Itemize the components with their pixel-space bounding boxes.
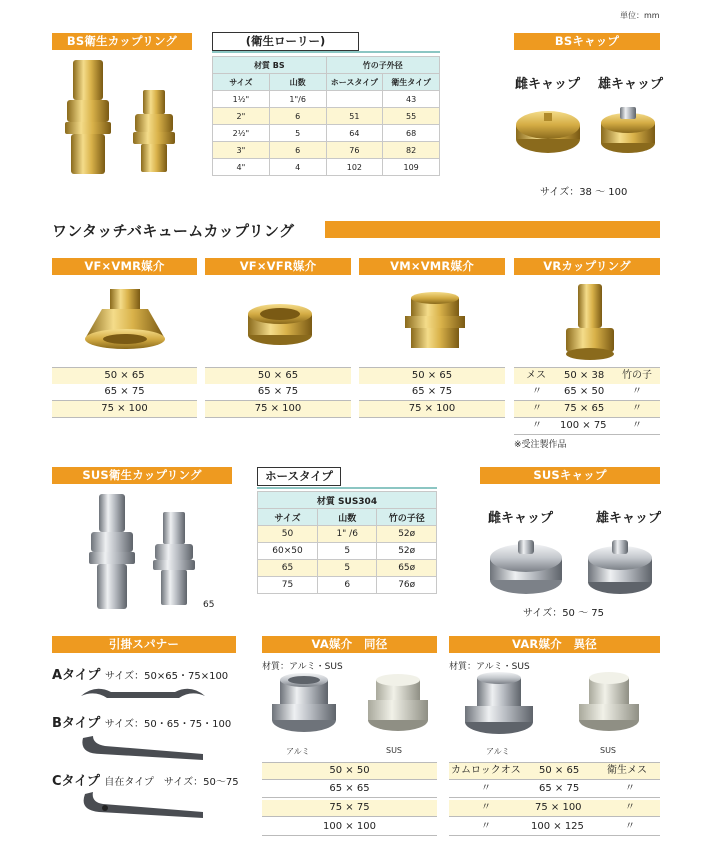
var-end-b: 〃	[625, 821, 635, 832]
vr-size: 75 × 65	[564, 403, 605, 414]
cell-bamboo: 65ø	[377, 560, 437, 577]
col-size: サイズ	[213, 74, 270, 91]
table-row	[213, 125, 440, 142]
sus-cap-image	[478, 528, 668, 600]
var-alumi-label: アルミ	[486, 747, 510, 756]
type-size: 自在タイプ サイズ：50～75	[104, 777, 239, 788]
sus-cap-title: SUSキャップ	[480, 467, 660, 484]
size-row: 50 × 65	[359, 367, 505, 385]
cell-hose	[326, 91, 383, 108]
var-image	[449, 670, 660, 742]
cell-threads: 6	[269, 142, 326, 159]
var-end-a: 〃	[481, 802, 491, 813]
table-row	[258, 526, 437, 543]
vacuum-heading: ワンタッチバキュームカップリング	[52, 222, 295, 240]
divider	[257, 487, 437, 489]
spanner-a-image	[75, 682, 210, 712]
var-end-a: 〃	[481, 821, 491, 832]
vr-row	[514, 401, 660, 418]
vr-coupling-image	[560, 280, 620, 365]
size-row: 75 × 75	[262, 800, 437, 817]
vr-coupling-title: VRカップリング	[514, 258, 660, 275]
var-end-b: 〃	[625, 783, 635, 794]
size-row: 65 × 75	[359, 384, 505, 401]
va-alumi-label: アルミ	[286, 747, 310, 756]
col-threads: 山数	[269, 74, 326, 91]
sus-cap-size: サイズ：50 ～ 75	[523, 608, 605, 619]
va-material: 材質：アルミ・SUS	[262, 662, 343, 672]
cell-size: 3"	[213, 142, 270, 159]
unit-label: 単位：mm	[620, 11, 660, 20]
var-size: 100 × 125	[531, 821, 584, 832]
vr-row	[514, 367, 660, 385]
var-sus-label: SUS	[600, 746, 617, 755]
spanner-b-image	[75, 730, 210, 765]
var-size: 65 × 75	[539, 783, 580, 794]
bamboo-header: 竹の子外径	[326, 57, 439, 74]
va-title: VA媒介 同径	[262, 636, 437, 653]
cell-sanitary: 55	[383, 108, 440, 125]
bs-cap-title: BSキャップ	[514, 33, 660, 50]
heading-bar	[325, 221, 660, 238]
var-end-a: カムロックオス	[451, 765, 521, 776]
table-row	[258, 560, 437, 577]
var-row	[449, 819, 660, 836]
vr-row	[514, 418, 660, 435]
cell-size: 4"	[213, 159, 270, 176]
vr-note: ※受注製作品	[514, 440, 567, 450]
bs-cap-size: サイズ：38 ～ 100	[540, 187, 628, 198]
col-size: サイズ	[258, 509, 318, 526]
type-name: Aタイプ	[52, 668, 101, 683]
size-row: 50 × 65	[52, 367, 197, 385]
cell-size: 2"	[213, 108, 270, 125]
sus-male-cap-label: 雄キャップ	[596, 511, 662, 526]
vr-size: 50 × 38	[564, 370, 605, 381]
sus-spec-table	[257, 491, 437, 594]
cell-hose: 76	[326, 142, 383, 159]
size-row: 65 × 75	[52, 384, 197, 401]
cell-bamboo: 52ø	[377, 543, 437, 560]
vr-end: 〃	[632, 420, 642, 431]
vr-gender: 〃	[532, 386, 542, 397]
sus-box-title: ホースタイプ	[257, 467, 341, 486]
vr-gender: 〃	[532, 403, 542, 414]
vr-gender: 〃	[532, 420, 542, 431]
table-row	[213, 159, 440, 176]
var-row	[449, 781, 660, 798]
cell-sanitary: 82	[383, 142, 440, 159]
cell-hose: 64	[326, 125, 383, 142]
material-header: 材質 BS	[213, 57, 327, 74]
va-image	[262, 670, 437, 742]
cell-size: 75	[258, 577, 318, 594]
type-name: Cタイプ	[52, 774, 100, 789]
cell-sanitary: 68	[383, 125, 440, 142]
divider	[212, 51, 440, 53]
material-header: 材質 SUS304	[258, 492, 437, 509]
var-material: 材質：アルミ・SUS	[449, 662, 530, 672]
table-row	[213, 91, 440, 108]
size-row: 75 × 100	[52, 401, 197, 418]
vf-vfr-title: VF×VFR媒介	[205, 258, 351, 275]
cell-threads: 1"/6	[269, 91, 326, 108]
vr-row	[514, 384, 660, 401]
vm-vmr-image	[395, 290, 475, 355]
vr-end: 〃	[632, 403, 642, 414]
sus-coupling-title: SUS衛生カップリング	[52, 467, 232, 484]
var-end-b: 衛生メス	[607, 765, 647, 776]
size-row: 75 × 100	[205, 401, 351, 418]
cell-threads: 6	[318, 577, 377, 594]
var-end-a: 〃	[481, 783, 491, 794]
table-row	[258, 577, 437, 594]
size-row: 50 × 50	[262, 762, 437, 780]
vr-size: 65 × 50	[564, 386, 605, 397]
col-sanitary: 衛生タイプ	[383, 74, 440, 91]
vr-size: 100 × 75	[560, 420, 607, 431]
sus-coupling-image	[85, 490, 210, 615]
cell-threads: 5	[269, 125, 326, 142]
cell-bamboo: 52ø	[377, 526, 437, 543]
spanner-c-type	[52, 770, 239, 789]
cell-size: 60×50	[258, 543, 318, 560]
cell-size: 50	[258, 526, 318, 543]
vm-vmr-title: VM×VMR媒介	[359, 258, 505, 275]
var-row	[449, 762, 660, 780]
type-name: Bタイプ	[52, 716, 101, 731]
cell-threads: 4	[269, 159, 326, 176]
spanner-b-type	[52, 712, 231, 731]
bs-box-title: (衛生ローリー)	[212, 32, 359, 51]
cell-threads: 6	[269, 108, 326, 125]
type-size: サイズ：50×65・75×100	[104, 671, 229, 682]
vf-vfr-image	[235, 300, 325, 350]
cell-bamboo: 76ø	[377, 577, 437, 594]
type-size: サイズ：50・65・75・100	[104, 719, 232, 730]
cell-size: 65	[258, 560, 318, 577]
sus-size-label-65: 65	[203, 600, 215, 610]
vr-end: 〃	[632, 386, 642, 397]
cell-hose: 102	[326, 159, 383, 176]
table-row	[258, 543, 437, 560]
bs-female-cap-label: 雌キャップ	[515, 77, 581, 92]
cell-sanitary: 109	[383, 159, 440, 176]
vf-vmr-image	[80, 285, 170, 355]
var-size: 50 × 65	[539, 765, 580, 776]
cell-size: 1½"	[213, 91, 270, 108]
cell-threads: 1" /6	[318, 526, 377, 543]
cell-hose: 51	[326, 108, 383, 125]
var-title: VAR媒介 異径	[449, 636, 660, 653]
vr-gender: メス	[526, 370, 546, 381]
col-bamboo: 竹の子径	[377, 509, 437, 526]
sus-female-cap-label: 雌キャップ	[488, 511, 554, 526]
size-row: 65 × 75	[205, 384, 351, 401]
col-threads: 山数	[318, 509, 377, 526]
cell-threads: 5	[318, 543, 377, 560]
table-row	[213, 108, 440, 125]
bs-coupling-image	[55, 55, 195, 180]
var-end-b: 〃	[625, 802, 635, 813]
cell-threads: 5	[318, 560, 377, 577]
bs-spec-table	[212, 56, 440, 176]
bs-coupling-title: BS衛生カップリング	[52, 33, 192, 50]
spanner-c-image	[75, 788, 210, 823]
cell-sanitary: 43	[383, 91, 440, 108]
spanner-title: 引掛スパナー	[52, 636, 236, 653]
table-row	[213, 142, 440, 159]
bs-male-cap-label: 雄キャップ	[598, 77, 664, 92]
cell-size: 2½"	[213, 125, 270, 142]
size-row: 75 × 100	[359, 401, 505, 418]
size-row: 65 × 65	[262, 781, 437, 798]
vf-vmr-title: VF×VMR媒介	[52, 258, 197, 275]
vr-end: 竹の子	[622, 370, 652, 381]
va-sus-label: SUS	[386, 746, 403, 755]
col-hose: ホースタイプ	[326, 74, 383, 91]
var-size: 75 × 100	[535, 802, 582, 813]
var-row	[449, 800, 660, 817]
size-row: 50 × 65	[205, 367, 351, 385]
bs-cap-image	[508, 95, 668, 165]
size-row: 100 × 100	[262, 819, 437, 836]
spanner-a-type	[52, 664, 228, 683]
